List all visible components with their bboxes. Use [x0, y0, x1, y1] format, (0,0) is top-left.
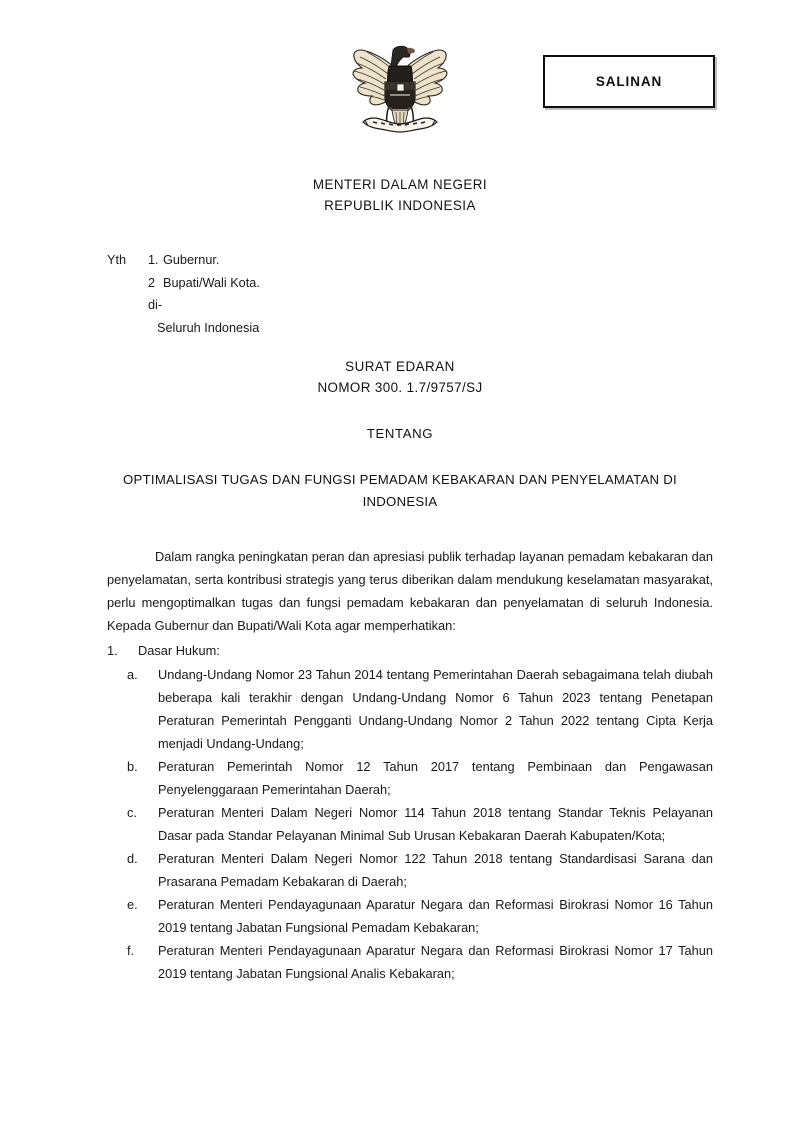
salinan-stamp-box [543, 55, 715, 108]
list-item-marker: f. [127, 943, 135, 958]
list-item [107, 847, 713, 893]
opening-paragraph: Dalam rangka peningkatan peran dan apresiasi publik terhadap layanan pemadam kebakaran dan penyelamatan, serta kontribusi strategis yang terus diberikan dalam mendukung keselamatan masyarakat, perlu mengoptimalkan tugas dan fungsi pemadam kebakaran dan penyelamatan di seluruh Indonesia. Kepada Gubernur dan Bupati/Wali Kota agar memperhatikan: [107, 549, 713, 633]
addressee-item-number: 2 [148, 275, 156, 290]
salinan-label: SALINAN [595, 74, 663, 89]
list-item-text: Peraturan Menteri Pendayagunaan Aparatur Negara dan Reformasi Birokrasi Nomor 17 Tahun 2019 tentang Jabatan Fungsional Analis Kebakaran; [158, 943, 713, 981]
title-block [0, 356, 800, 513]
list-item [107, 755, 713, 801]
addressee-item [148, 272, 507, 295]
section-marker: 1. [107, 643, 118, 658]
list-item-text: Undang-Undang Nomor 23 Tahun 2014 tentang Pemerintahan Daerah sebagaimana telah diubah beberapa kali terakhir dengan Undang-Undang Nomor 6 Tahun 2023 tentang Penetapan Peraturan Pemerintah Pengganti Undang-Undang Nomor 2 Tahun 2022 tentang Cipta Kerja menjadi Undang-Undang; [158, 667, 713, 751]
addressee-yth-label: Yth [107, 253, 127, 267]
addressee-item [148, 249, 507, 272]
addressee-item-label: Bupati/Wali Kota. [163, 275, 260, 290]
addressee-place: Seluruh Indonesia [157, 320, 260, 335]
list-item [107, 939, 713, 985]
garuda-pancasila-emblem [343, 38, 457, 150]
list-item-text: Peraturan Pemerintah Nomor 12 Tahun 2017 tentang Pembinaan dan Pengawasan Penyelenggaraan Pemerintahan Daerah; [158, 759, 713, 797]
list-item-marker: c. [127, 805, 137, 820]
list-item-text: Peraturan Menteri Pendayagunaan Aparatur Negara dan Reformasi Birokrasi Nomor 16 Tahun 2019 tentang Jabatan Fungsional Pemadam Kebakaran; [158, 897, 713, 935]
addressee-item-number: 1. [148, 253, 159, 267]
addressee-block [107, 249, 507, 339]
list-item [107, 663, 713, 755]
list-item-marker: e. [127, 897, 138, 912]
addressee-di: di- [148, 298, 163, 313]
tentang-label: TENTANG [366, 426, 434, 441]
list-item [107, 801, 713, 847]
list-item-marker: a. [127, 667, 138, 682]
addressee-item-label: Gubernur. [163, 253, 220, 267]
ministry-line-1: MENTERI DALAM NEGERI [312, 177, 488, 192]
section-heading: Dasar Hukum: [138, 643, 220, 658]
document-body [107, 545, 713, 985]
section-dasar-hukum [107, 639, 713, 662]
ministry-line-2: REPUBLIK INDONESIA [324, 198, 476, 213]
list-item-marker: b. [127, 759, 138, 774]
list-item-text: Peraturan Menteri Dalam Negeri Nomor 114 Tahun 2018 tentang Standar Teknis Pelayanan Dasar pada Standar Pelayanan Minimal Sub Urusan Kebakaran Daerah Kabupaten/Kota; [158, 805, 713, 843]
document-type: SURAT EDARAN [345, 359, 455, 374]
list-item-text: Peraturan Menteri Dalam Negeri Nomor 122 Tahun 2018 tentang Standardisasi Sarana dan Prasarana Pemadam Kebakaran di Daerah; [158, 851, 713, 889]
list-item [107, 893, 713, 939]
dasar-hukum-list [107, 663, 713, 985]
ministry-header [0, 174, 800, 216]
document-subject: OPTIMALISASI TUGAS DAN FUNGSI PEMADAM KEBAKARAN DAN PENYELAMATAN DI INDONESIA [123, 472, 677, 509]
list-item-marker: d. [127, 851, 138, 866]
document-number: NOMOR 300. 1.7/9757/SJ [317, 380, 483, 395]
addressee-list [148, 249, 507, 339]
